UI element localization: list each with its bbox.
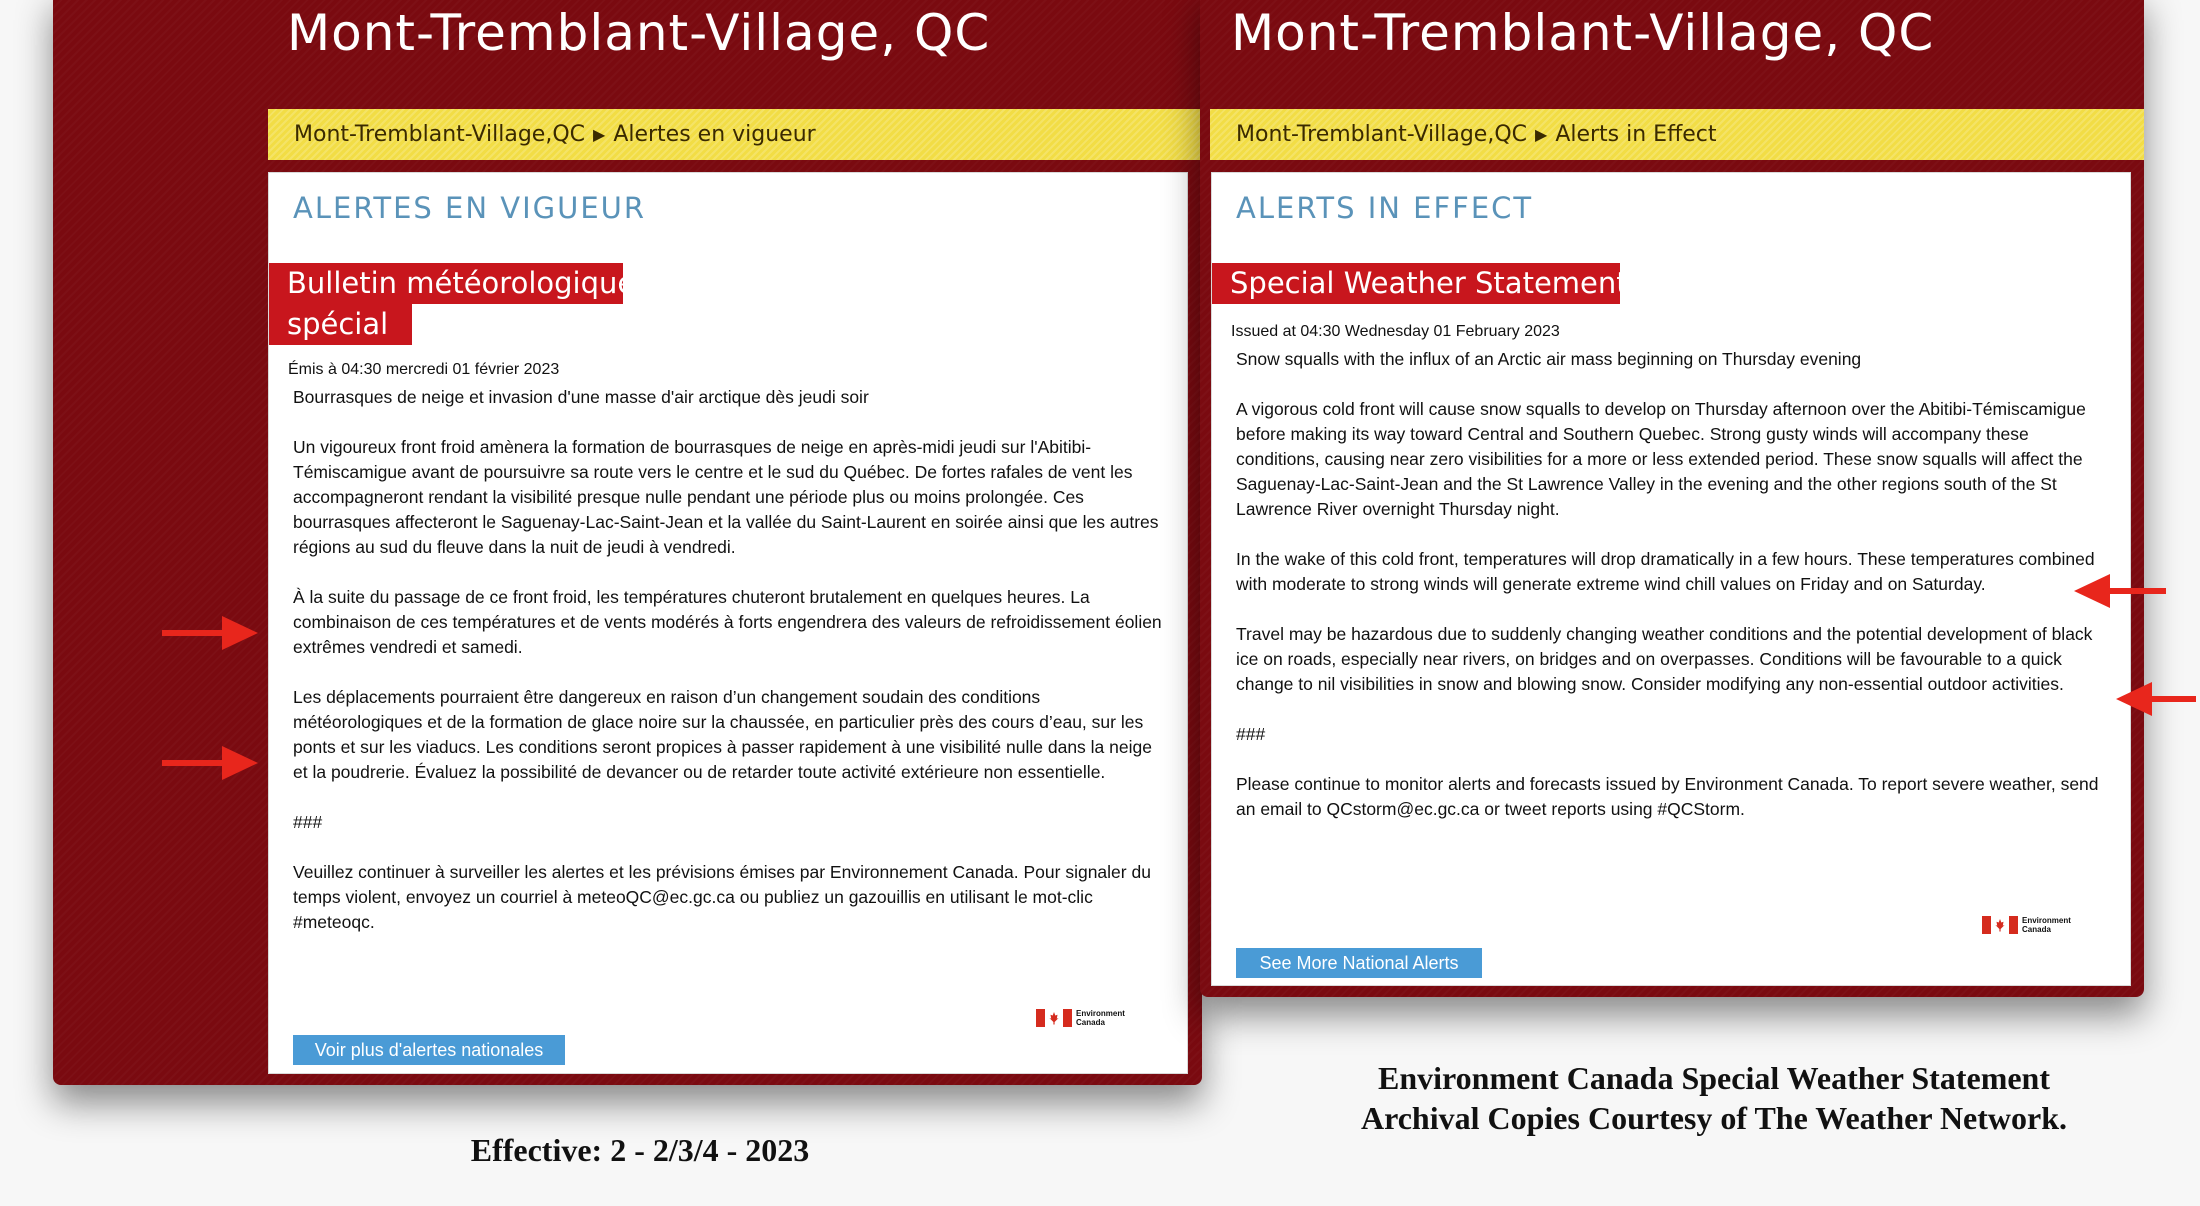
section-title: ALERTS IN EFFECT: [1236, 191, 1534, 225]
logo-text-line1: Environment: [2022, 916, 2071, 925]
canada-flag-icon: [1982, 916, 2018, 934]
alert-paragraph: Please continue to monitor alerts and forecasts issued by Environment Canada. To report severe weather, send an email to QCstorm@ec.gc.ca or tweet reports using #QCStorm.: [1236, 774, 2099, 819]
archival-caption: [1289, 1058, 2139, 1138]
logo-text: [1076, 1009, 1125, 1027]
alert-paragraph: Veuillez continuer à surveiller les alertes et les prévisions émises par Environnement Canada. Pour signaler du temps violent, envoyez un courriel à meteoQC@ec.gc.ca ou publiez un gazouillis en utilisant le mot-clic #meteoqc.: [293, 862, 1151, 932]
alert-type-ribbon: [269, 263, 636, 345]
city-title: Mont-Tremblant-Village, QC: [287, 4, 991, 62]
annotation-arrow-icon: [160, 742, 260, 784]
alert-headline: Snow squalls with the influx of an Arctic air mass beginning on Thursday evening: [1236, 349, 1862, 369]
alert-paragraph: A vigorous cold front will cause snow squalls to develop on Thursday afternoon over the Abitibi-Témiscamigue before making its way toward Central and Southern Quebec. Strong gusty winds will accompany these conditions, causing near zero visibilities for a more or less extended period. These snow squalls will affect the Saguenay-Lac-Saint-Jean and the St Lawrence Valley in the evening and the other regions south of the St Lawrence River overnight Thursday night.: [1236, 399, 2086, 519]
english-alert-panel: [1200, 0, 2144, 997]
alert-body: [1236, 347, 2106, 847]
breadcrumb-home-link[interactable]: Mont-Tremblant-Village,QC: [1236, 122, 1527, 147]
alert-type-line2: spécial: [269, 304, 412, 345]
alert-paragraph: À la suite du passage de ce front froid, les températures chuteront brutalement en quelques heures. La combinaison de ces températures et de vents modérés à forts engendrera des valeurs de refroidissement éolien extrêmes vendredi et samedi.: [293, 587, 1162, 657]
breadcrumb-current: Alertes en vigueur: [613, 122, 816, 147]
breadcrumb-separator-icon: ▶: [1535, 125, 1548, 144]
alert-paragraph: Les déplacements pourraient être dangereux en raison d’un changement soudain des conditions météorologiques et de la formation de glace noire sur la chaussée, en particulier près des cours d’eau, sur les ponts et sur les viaducs. Les conditions seront propices à passer rapidement à une visibilité nulle dans la neige et la poudrerie. Évaluez la possibilité de devancer ou de retarder toute activité extérieure non essentielle.: [293, 687, 1152, 782]
city-title: Mont-Tremblant-Village, QC: [1231, 4, 1935, 62]
alert-separator: ###: [1236, 724, 1266, 744]
breadcrumb-separator-icon: ▶: [593, 125, 606, 144]
environment-canada-logo: [1982, 916, 2071, 934]
more-national-alerts-button[interactable]: See More National Alerts: [1236, 948, 1482, 978]
alert-headline: Bourrasques de neige et invasion d'une masse d'air arctique dès jeudi soir: [293, 387, 869, 407]
alert-paragraph: Travel may be hazardous due to suddenly changing weather conditions and the potential development of black ice on roads, especially near rivers, on bridges and on overpasses. Conditions will be favourable to a quick change to nil visibilities in snow and blowing snow. Consider modifying any non-essential outdoor activities.: [1236, 624, 2093, 694]
annotation-arrow-icon: [160, 612, 260, 654]
annotation-arrow-icon: [2074, 570, 2168, 612]
alert-separator: ###: [293, 812, 323, 832]
alert-body: [293, 385, 1163, 960]
alert-paragraph: In the wake of this cold front, temperatures will drop dramatically in a few hours. These temperatures combined with moderate to strong winds will generate extreme wind chill values on Friday and on Saturday.: [1236, 549, 2095, 594]
breadcrumb-home-link[interactable]: Mont-Tremblant-Village,QC: [294, 122, 585, 147]
annotation-arrow-icon: [2116, 678, 2198, 720]
alert-card: [1211, 172, 2131, 986]
issued-timestamp: Émis à 04:30 mercredi 01 février 2023: [288, 361, 560, 378]
caption-line1: Environment Canada Special Weather Statement: [1377, 1060, 2050, 1096]
alert-paragraph: Un vigoureux front froid amènera la formation de bourrasques de neige en après-midi jeudi sur l'Abitibi-Témiscamigue avant de poursuivre sa route vers le centre et le sud du Québec. De fortes rafales de vent les accompagneront rendant la visibilité presque nulle pendant une période plus ou moins prolongée. Ces bourrasques affecteront le Saguenay-Lac-Saint-Jean et la vallée du Saint-Laurent en soirée ainsi que les autres régions au sud du fleuve dans la nuit de jeudi à vendredi.: [293, 437, 1159, 557]
breadcrumb: [1210, 109, 2144, 160]
logo-text-line1: Environment: [1076, 1009, 1125, 1018]
alert-card: [268, 172, 1188, 1074]
logo-text-line2: Canada: [2022, 925, 2051, 934]
caption-line2: Archival Copies Courtesy of The Weather Network.: [1360, 1100, 2068, 1136]
canada-flag-icon: [1036, 1009, 1072, 1027]
breadcrumb-current: Alerts in Effect: [1555, 122, 1717, 147]
effective-date-caption: Effective: 2 - 2/3/4 - 2023: [470, 1132, 810, 1168]
logo-text: [2022, 916, 2071, 934]
french-alert-panel: [53, 0, 1202, 1085]
alert-type-ribbon: [1212, 263, 1628, 304]
logo-text-line2: Canada: [1076, 1018, 1105, 1027]
section-title: ALERTES EN VIGUEUR: [293, 191, 647, 225]
issued-timestamp: Issued at 04:30 Wednesday 01 February 2023: [1231, 323, 1560, 340]
alert-type-line1: Bulletin météorologique: [269, 263, 623, 304]
more-national-alerts-button[interactable]: Voir plus d'alertes nationales: [293, 1035, 565, 1065]
breadcrumb: [268, 109, 1202, 160]
alert-type-line1: Special Weather Statement: [1212, 263, 1620, 304]
environment-canada-logo: [1036, 1009, 1125, 1027]
